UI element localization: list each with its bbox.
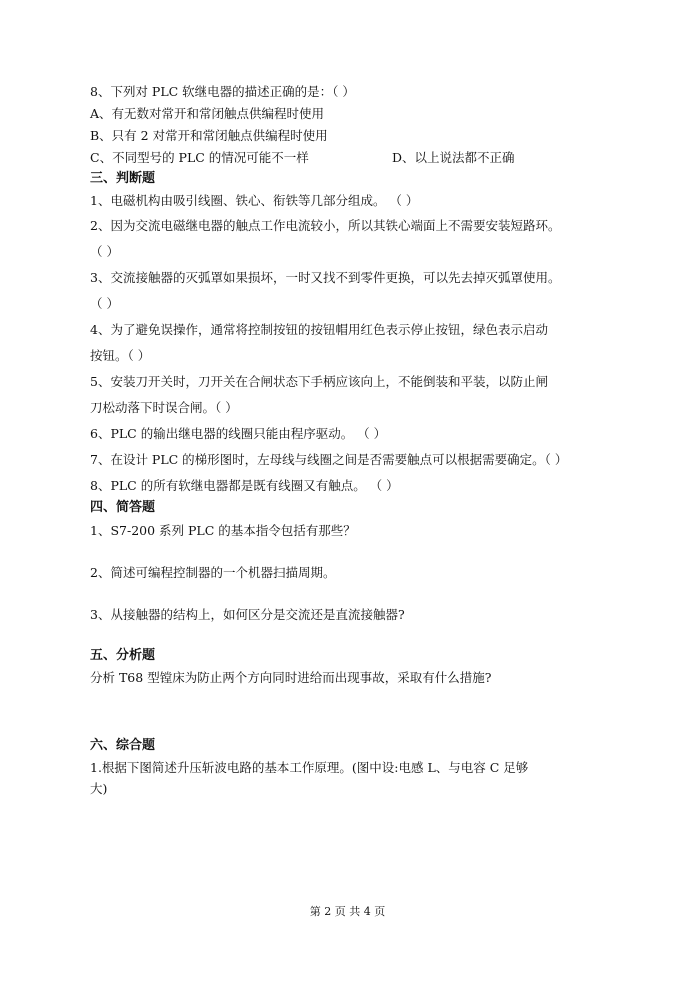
comprehensive-heading: 六、综合题 <box>90 738 156 753</box>
judge-item-6: 6、PLC 的输出继电器的线圈只能由程序驱动。 （ ） <box>90 426 387 441</box>
judge-heading: 三、判断题 <box>90 171 156 186</box>
comprehensive-1-cont: 大) <box>90 781 108 796</box>
judge-item-7: 7、在设计 PLC 的梯形图时，左母线与线圈之间是否需要触点可以根据需要确定。（ ） <box>90 452 568 467</box>
analysis-heading: 五、分析题 <box>90 648 156 663</box>
short-answer-1: 1、S7-200 系列 PLC 的基本指令包括有那些？ <box>90 523 356 538</box>
q8-option-c: C、不同型号的 PLC 的情况可能不一样 <box>90 150 309 165</box>
judge-item-5: 5、安装刀开关时，刀开关在合闸状态下手柄应该向上，不能倒装和平装，以防止闸 <box>90 374 548 389</box>
q8-option-a: A、有无数对常开和常闭触点供编程时使用 <box>90 106 325 121</box>
page-footer: 第 2 页 共 4 页 <box>309 905 386 918</box>
judge-item-5-cont: 刀松动落下时误合闸。（ ） <box>90 400 238 415</box>
analysis-1: 分析 T68 型镗床为防止两个方向同时进给而出现事故，采取有什么措施? <box>90 670 492 685</box>
judge-item-2: 2、因为交流电磁继电器的触点工作电流较小，所以其铁心端面上不需要安装短路环。 <box>90 218 561 233</box>
judge-item-3-blank: （ ） <box>90 296 119 311</box>
short-answer-3: 3、从接触器的结构上，如何区分是交流还是直流接触器? <box>90 607 405 622</box>
short-answer-heading: 四、简答题 <box>90 500 156 515</box>
judge-item-4-cont: 按钮。（ ） <box>90 348 151 363</box>
judge-item-8: 8、PLC 的所有软继电器都是既有线圈又有触点。 （ ） <box>90 478 399 493</box>
judge-item-4: 4、为了避免误操作，通常将控制按钮的按钮帽用红色表示停止按钮，绿色表示启动 <box>90 322 548 337</box>
q8-stem: 8、下列对 PLC 软继电器的描述正确的是：（ ） <box>90 84 355 99</box>
short-answer-2: 2、简述可编程控制器的一个机器扫描周期。 <box>90 565 336 580</box>
judge-item-3: 3、交流接触器的灭弧罩如果损坏，一时又找不到零件更换，可以先去掉灭弧罩使用。 <box>90 270 561 285</box>
q8-option-b: B、只有 2 对常开和常闭触点供编程时使用 <box>90 128 328 143</box>
judge-item-2-blank: （ ） <box>90 244 119 259</box>
comprehensive-1: 1.根据下图简述升压斩波电路的基本工作原理。(图中设:电感 L、与电容 C 足够 <box>90 760 529 775</box>
q8-option-d: D、以上说法都不正确 <box>392 150 515 165</box>
judge-item-1: 1、电磁机构由吸引线圈、铁心、衔铁等几部分组成。 （ ） <box>90 193 419 208</box>
